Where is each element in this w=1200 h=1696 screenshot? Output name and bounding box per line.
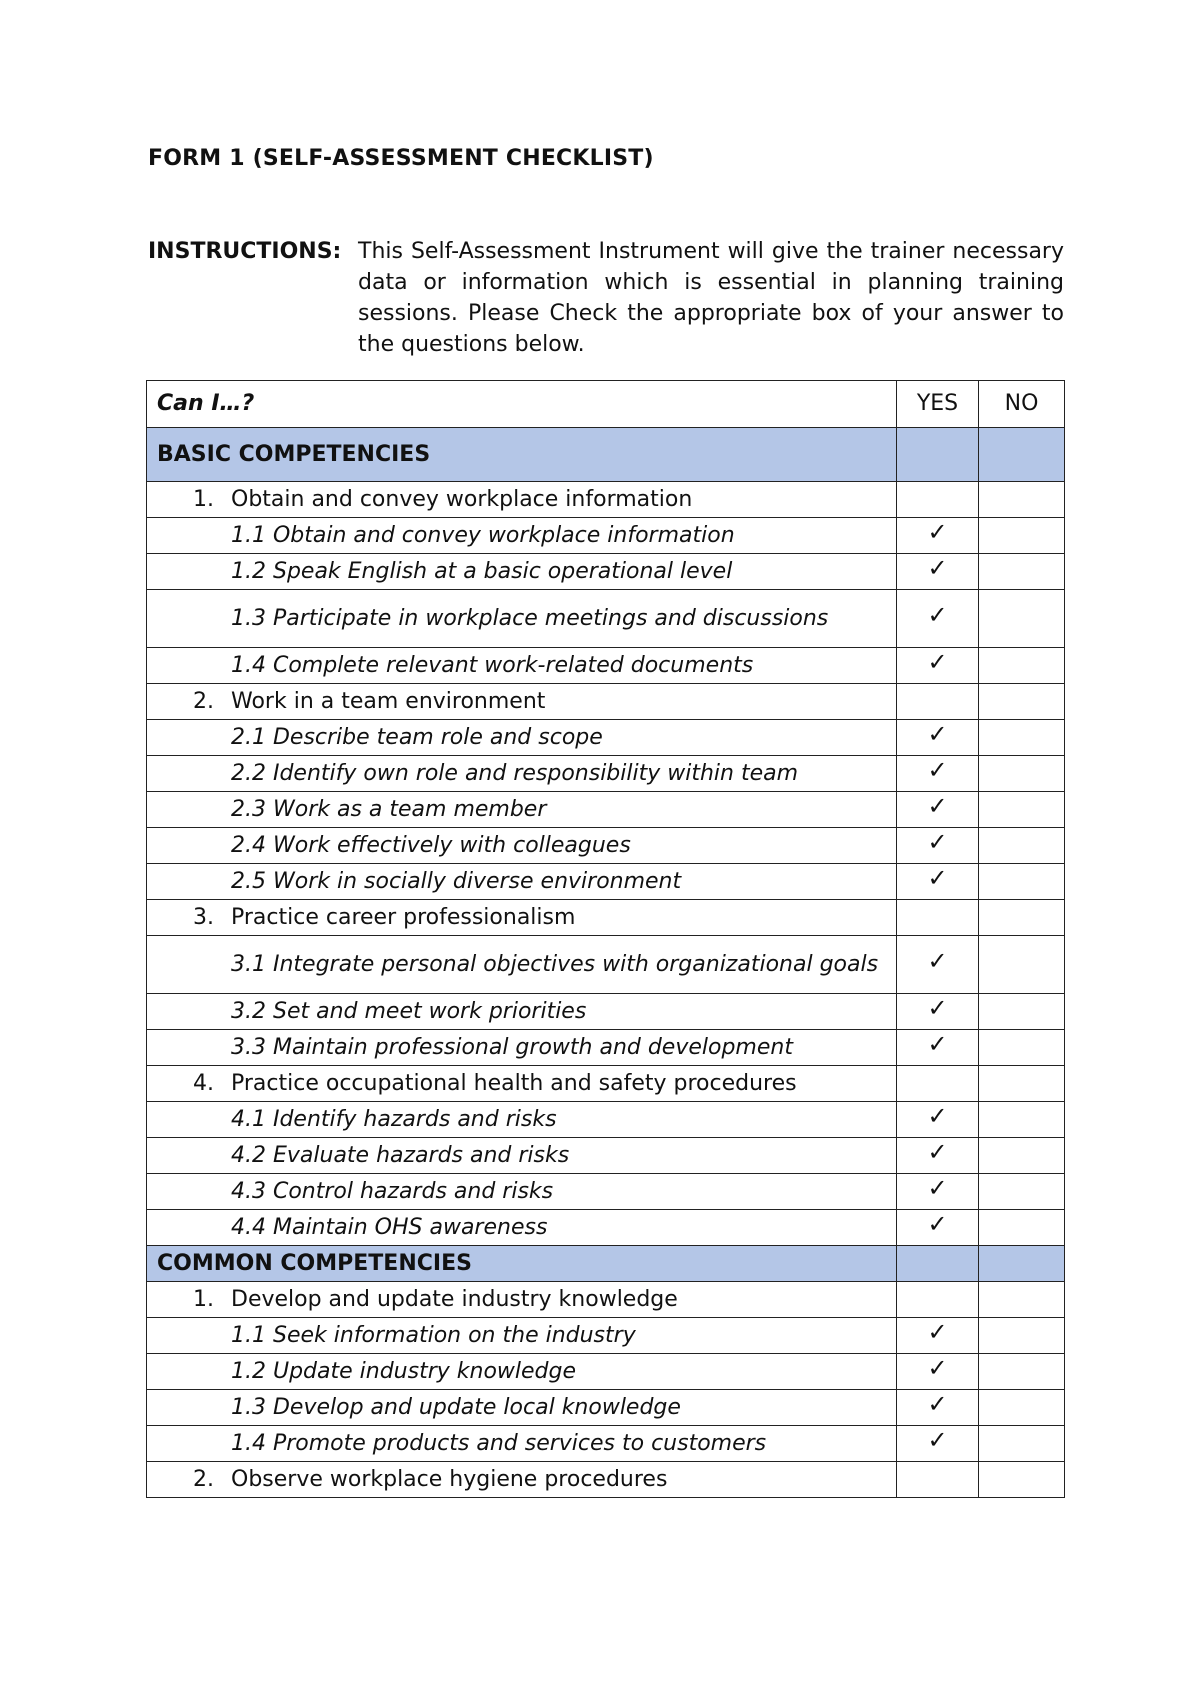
module-number: 2. [193,1466,214,1492]
no-checkbox[interactable] [979,1318,1065,1354]
no-checkbox[interactable] [979,720,1065,756]
item-text: 3.1 Integrate personal objectives with organizational goals [147,936,897,994]
yes-checkbox[interactable] [897,554,979,590]
yes-checkbox[interactable] [897,900,979,936]
module-title: Practice career professionalism [231,904,576,930]
checkmark-icon: ✓ [927,1137,948,1166]
no-cell [979,1246,1065,1282]
no-checkbox[interactable] [979,936,1065,994]
yes-checkbox[interactable] [897,1318,979,1354]
checkmark-icon: ✓ [927,755,948,784]
header-yes: YES [897,381,979,428]
no-checkbox[interactable] [979,554,1065,590]
yes-checkbox[interactable] [897,864,979,900]
no-checkbox[interactable] [979,1282,1065,1318]
header-can-i: Can I…? [147,381,897,428]
no-checkbox[interactable] [979,994,1065,1030]
form-title: FORM 1 (SELF-ASSESSMENT CHECKLIST) [148,146,654,171]
checkmark-icon: ✓ [927,1101,948,1130]
item-text: 2.2 Identify own role and responsibility within team [147,756,897,792]
module-title: Obtain and convey workplace information [231,486,693,512]
no-checkbox[interactable] [979,482,1065,518]
yes-checkbox[interactable] [897,684,979,720]
checkmark-icon: ✓ [927,600,948,629]
table-row [147,590,1065,648]
checkmark-icon: ✓ [927,1317,948,1346]
yes-checkbox[interactable] [897,1282,979,1318]
yes-checkbox[interactable] [897,828,979,864]
module-title: Work in a team environment [231,688,546,714]
yes-checkbox[interactable] [897,792,979,828]
module-number: 3. [193,904,214,930]
table-row [147,518,1065,554]
module-row [147,1462,1065,1498]
table-row [147,720,1065,756]
item-text: 1.4 Promote products and services to customers [147,1426,897,1462]
checkmark-icon: ✓ [927,553,948,582]
module-number: 1. [193,486,214,512]
table-row [147,1138,1065,1174]
module-number: 4. [193,1070,214,1096]
table-row [147,1102,1065,1138]
item-text: 2.5 Work in socially diverse environment [147,864,897,900]
module-row [147,1066,1065,1102]
table-row [147,554,1065,590]
yes-checkbox[interactable] [897,936,979,994]
item-text: 2.4 Work effectively with colleagues [147,828,897,864]
yes-checkbox[interactable] [897,1390,979,1426]
checkmark-icon: ✓ [927,517,948,546]
checkmark-icon: ✓ [927,1389,948,1418]
no-checkbox[interactable] [979,1102,1065,1138]
table-row [147,756,1065,792]
yes-cell [897,428,979,482]
item-text: 1.2 Speak English at a basic operational level [147,554,897,590]
module-title: Develop and update industry knowledge [231,1286,678,1312]
no-checkbox[interactable] [979,1390,1065,1426]
module-title: Observe workplace hygiene procedures [231,1466,668,1492]
section-row [147,428,1065,482]
checkmark-icon: ✓ [927,993,948,1022]
no-checkbox[interactable] [979,828,1065,864]
instructions [148,236,1064,360]
yes-checkbox[interactable] [897,756,979,792]
section-row [147,1246,1065,1282]
no-checkbox[interactable] [979,1462,1065,1498]
module-title: Practice occupational health and safety procedures [231,1070,797,1096]
checkmark-icon: ✓ [927,946,948,975]
item-text: 1.1 Obtain and convey workplace information [147,518,897,554]
table-row [147,1354,1065,1390]
section-title: COMMON COMPETENCIES [147,1246,897,1282]
yes-cell [897,1246,979,1282]
item-text: 1.3 Develop and update local knowledge [147,1390,897,1426]
yes-checkbox[interactable] [897,1102,979,1138]
yes-checkbox[interactable] [897,1426,979,1462]
table-row [147,828,1065,864]
no-checkbox[interactable] [979,1138,1065,1174]
table-row [147,1318,1065,1354]
item-text: 1.2 Update industry knowledge [147,1354,897,1390]
table-row [147,1030,1065,1066]
header-no: NO [979,381,1065,428]
module-row [147,1282,1065,1318]
yes-checkbox[interactable] [897,648,979,684]
table-row [147,648,1065,684]
module-number: 1. [193,1286,214,1312]
table-row [147,994,1065,1030]
no-checkbox[interactable] [979,1210,1065,1246]
yes-checkbox[interactable] [897,994,979,1030]
no-checkbox[interactable] [979,864,1065,900]
module-row [147,684,1065,720]
instructions-text: This Self-Assessment Instrument will give the trainer necessary data or information which is essential in planning training sessions. Please Check the appropriate box of your answer to the questions below. [358,239,1064,357]
yes-checkbox[interactable] [897,1462,979,1498]
yes-checkbox[interactable] [897,482,979,518]
checkmark-icon: ✓ [927,1173,948,1202]
section-title: BASIC COMPETENCIES [147,428,897,482]
yes-checkbox[interactable] [897,1210,979,1246]
yes-checkbox[interactable] [897,720,979,756]
yes-checkbox[interactable] [897,1354,979,1390]
no-checkbox[interactable] [979,1426,1065,1462]
module-row [147,482,1065,518]
yes-checkbox[interactable] [897,590,979,648]
table-row [147,1426,1065,1462]
self-assessment-table [146,380,1065,1498]
instructions-label: INSTRUCTIONS: [148,239,342,264]
no-checkbox[interactable] [979,518,1065,554]
checkmark-icon: ✓ [927,1353,948,1382]
table-row [147,1390,1065,1426]
item-text: 4.1 Identify hazards and risks [147,1102,897,1138]
no-checkbox[interactable] [979,648,1065,684]
no-checkbox[interactable] [979,684,1065,720]
module-row [147,900,1065,936]
checkmark-icon: ✓ [927,863,948,892]
yes-checkbox[interactable] [897,518,979,554]
item-text: 1.4 Complete relevant work-related documents [147,648,897,684]
item-text: 1.1 Seek information on the industry [147,1318,897,1354]
no-checkbox[interactable] [979,1066,1065,1102]
item-text: 2.1 Describe team role and scope [147,720,897,756]
yes-checkbox[interactable] [897,1030,979,1066]
no-checkbox[interactable] [979,900,1065,936]
yes-checkbox[interactable] [897,1066,979,1102]
no-checkbox[interactable] [979,1030,1065,1066]
item-text: 3.3 Maintain professional growth and development [147,1030,897,1066]
item-text: 4.4 Maintain OHS awareness [147,1210,897,1246]
no-checkbox[interactable] [979,590,1065,648]
item-text: 1.3 Participate in workplace meetings and discussions [147,590,897,648]
checkmark-icon: ✓ [927,647,948,676]
no-checkbox[interactable] [979,1174,1065,1210]
item-text: 4.3 Control hazards and risks [147,1174,897,1210]
checkmark-icon: ✓ [927,827,948,856]
item-text: 3.2 Set and meet work priorities [147,994,897,1030]
no-cell [979,428,1065,482]
checkmark-icon: ✓ [927,1425,948,1454]
module-number: 2. [193,688,214,714]
checkmark-icon: ✓ [927,791,948,820]
no-checkbox[interactable] [979,1354,1065,1390]
table-row [147,792,1065,828]
item-text: 2.3 Work as a team member [147,792,897,828]
table-row [147,864,1065,900]
yes-checkbox[interactable] [897,1174,979,1210]
no-checkbox[interactable] [979,756,1065,792]
item-text: 4.2 Evaluate hazards and risks [147,1138,897,1174]
table-row [147,1174,1065,1210]
checkmark-icon: ✓ [927,719,948,748]
table-header-row [147,381,1065,428]
yes-checkbox[interactable] [897,1138,979,1174]
checkmark-icon: ✓ [927,1029,948,1058]
no-checkbox[interactable] [979,792,1065,828]
table-row [147,936,1065,994]
checkmark-icon: ✓ [927,1209,948,1238]
table-row [147,1210,1065,1246]
